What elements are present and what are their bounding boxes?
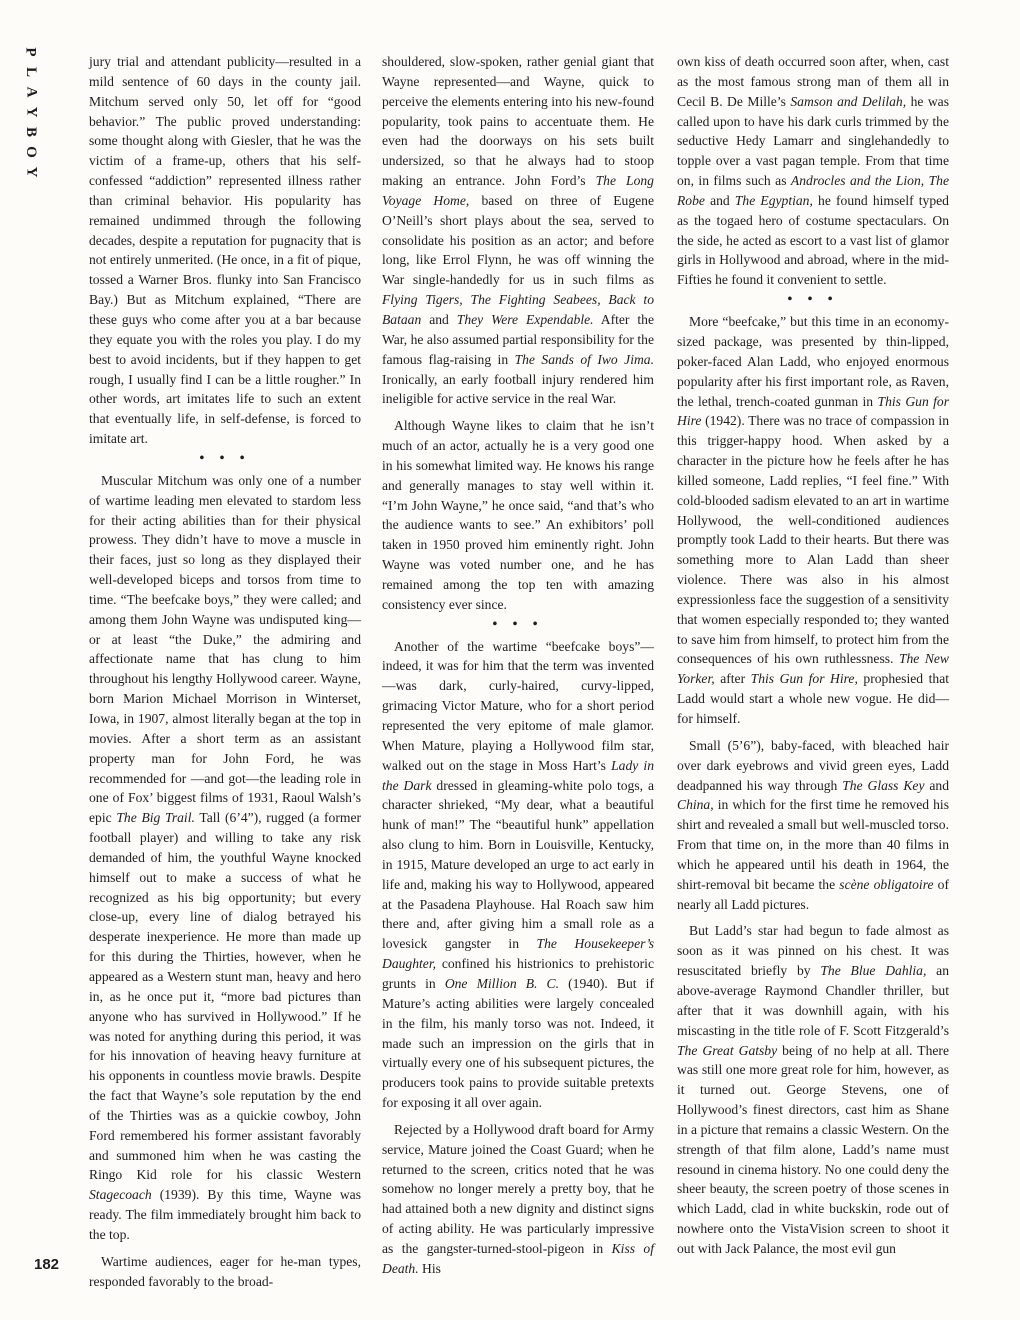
body-paragraph <box>382 52 654 409</box>
text-run: dressed in gleaming-white polo togs, a character shrieked, “My dear, what a beautiful hunk of man!” The “beautiful hunk” appellation also clung to him. Born in Louisville, Kentucky, in 1915, Mature developed an urge to act early in life and, making his way to Hollywood, appeared at the Pasadena Playhouse. Hal Roach saw him there and, after giving him a small role as a lovesick gangster in <box>382 777 654 952</box>
italic-title: Flying Tigers, The Fighting Seabees, Back to Bataan <box>382 292 654 327</box>
italic-title: China, <box>677 797 714 813</box>
masthead-letter: Y <box>23 106 39 118</box>
body-paragraph <box>677 921 949 1258</box>
italic-title: The Sands of Iwo Jima. <box>514 351 654 367</box>
italic-title: This Gun for Hire, <box>750 671 858 687</box>
italic-title: Stagecoach <box>89 1187 152 1203</box>
masthead-letter: B <box>22 126 39 138</box>
text-run: in which for the first time he removed his shirt and revealed a small but well-muscled torso. From that time on, in the more than 40 films in which he appeared until his death in 1964, the shirt-removal bit became the <box>677 797 949 892</box>
text-run: an above-average Raymond Chandler thriller, but after that it was downhill again, with his miscasting in the title role of F. Scott Fitzgerald’s <box>677 963 949 1038</box>
text-run: Wartime audiences, eager for he-man types, responded favorably to the broad- <box>89 1253 361 1289</box>
italic-title: The Long Voyage Home, <box>382 173 654 208</box>
text-run: and <box>924 777 950 793</box>
italic-title: The Glass Key <box>842 777 925 793</box>
text-run: But Ladd’s star had begun to fade almost as soon as it was pinned on his chest. It was resuscitated briefly by <box>677 923 949 979</box>
text-run: shouldered, slow-spoken, rather genial giant that Wayne represented—and Wayne, quick to perceive the elements entering into his new-found popularity, took pains to accentuate them. He even had the doorways on his sets built undersized, so that he always had to stoop making an entrance. John Ford’s <box>382 54 654 189</box>
text-run: More “beefcake,” but this time in an economy-sized package, was presented by thin-lipped, poker-faced Alan Ladd, who enjoyed enormous popularity after his first important role, as Raven, the lethal, trench-coated gunman in <box>677 314 949 409</box>
text-run: he found himself typed as the togaed hero of costume spectaculars. On the side, he acted as escort to a vast list of glamor girls in Hollywood and abroad, where in the mid-Fifties he found it convenient to settle. <box>677 192 949 288</box>
italic-title: Androcles and the Lion, The Robe <box>677 173 949 208</box>
text-run: of nearly all Ladd pictures. <box>677 876 949 912</box>
text-run: Rejected by a Hollywood draft board for Army service, Mature joined the Coast Guard; when he returned to the screen, critics noted that he was somehow no longer merely a pretty boy, that he had attained both a new dignity and distinct signs of acting ability. He was particularly impressive as the gangster-turned-stool-pigeon in <box>382 1121 654 1256</box>
body-paragraph <box>89 52 361 449</box>
text-run: (1939). By this time, Wayne was ready. The film immediately brought him back to the top. <box>89 1187 361 1242</box>
text-run: and <box>704 192 735 208</box>
italic-title: Lady in the Dark <box>382 757 654 793</box>
italic-title: They Were Expendable. <box>456 311 594 327</box>
text-run: (1940). But if Mature’s acting abilities were largely concealed in the film, his manly torso was not. Indeed, it made such an impression on the girls that in virtually every one of his subsequent pictures, the producers took pains to provide suitable pretexts for exposing it all over again. <box>382 975 654 1111</box>
body-paragraph <box>382 637 654 1113</box>
text-run: after <box>714 671 751 687</box>
italic-title: scène obligatoire <box>839 876 934 892</box>
text-run: Another of the wartime “beefcake boys”—indeed, it was for him that the term was invented—was dark, curly-haired, curvy-lipped, grimacing Victor Mature, who for a short period represented the very epitome of male glamor. When Mature, playing a Hollywood film star, walked out on the stage in Moss Hart’s <box>382 638 654 773</box>
masthead-letter: Y <box>23 166 39 178</box>
masthead-letter: O <box>22 146 39 158</box>
magazine-masthead <box>18 42 44 182</box>
section-break: • • • <box>199 449 251 465</box>
body-paragraph <box>89 471 361 1245</box>
text-column-2 <box>382 52 654 1279</box>
text-run: Although Wayne likes to claim that he isn’t much of an actor, actually he is a very good one in his somewhat limited way. He knows his range and generally manages to stay well within it. “I’m John Wayne,” he once said, “and that’s who the audience wants to see.” An exhibitors’ poll taken in 1950 proved him eminently right. John Wayne was voted number one, and he has remained among the top ten with amazing consistency ever since. <box>382 418 654 612</box>
text-run: jury trial and attendant publicity—resulted in a mild sentence of 60 days in the county jail. Mitchum served only 50, let off for “good behavior.” The public proved understanding: some thought along with Giesler, that he was the victim of a frame-up, others that his self-confessed “addiction” represented illness rather than criminal behavior. His popularity has remained undimmed through the following decades, despite a reputation for pugnacity that is not entirely unmerited. (He once, in a fit of pique, tossed a Warner Bros. flunky into San Francisco Bay.) But as Mitchum explained, “There are these guys who come after you at a bar because they equate you with the roles you play. I do my best to avoid incidents, but if they happen to get rough, I usually find I can be a little rougher.” In other words, art imitates life to such an extent that eventually life, in self-defense, is forced to imitate art. <box>89 54 361 447</box>
italic-title: The Housekeeper’s Daughter, <box>382 936 654 972</box>
text-run: and <box>421 311 457 327</box>
italic-title: The Egyptian, <box>734 192 813 208</box>
text-run: Small (5’6”), baby-faced, with bleached hair over dark eyebrows and vivid green eyes, Ladd deadpanned his way through <box>677 737 949 793</box>
text-run: confined his histrionics to prehistoric grunts in <box>382 956 654 991</box>
text-run: Muscular Mitchum was only one of a number of wartime leading men elevated to stardom less for their acting abilities than for their physical prowess. They didn’t have to move a muscle in their faces, just so long as they displayed their well-developed biceps and torsos from time to time. “The beefcake boys,” they were called; and among them John Wayne was undisputed king—or at least “the Duke,” the admiring and affectionate name that has clung to him throughout his lengthy Hollywood career. Wayne, born Marion Michael Morrison in Winterset, Iowa, in 1907, almost literally began at the top in movies. After a short term as an assistant property man for John Ford, he was recommended for —and got—the leading role in one of Fox’ biggest films of 1931, Raoul Walsh’s epic <box>89 472 361 826</box>
page-number: 182 <box>34 1256 60 1273</box>
masthead-letter: A <box>23 86 39 98</box>
italic-title: Samson and Delilah, <box>790 93 907 109</box>
masthead-letter: L <box>22 66 39 78</box>
body-paragraph <box>89 1252 361 1292</box>
section-break: • • • <box>787 291 839 307</box>
italic-title: The Blue Dahlia, <box>820 963 927 979</box>
text-run: (1942). There was no trace of compassion in this trigger-happy hood. When asked by a character in the picture how he feels after he has killed someone, Ladd replies, “I feel fine.” With cold-blooded sadism elevated to an art in wartime Hollywood, the well-conditioned audiences promptly took Ladd to their hearts. But there was something more to Alan Ladd than sheer violence. There was also in his almost expressionless face the suggestion of a sensitivity that women especially responded to; they wanted to save him from himself, to protect him from the consequences of his own ruthlessness. <box>677 413 949 667</box>
text-run: own kiss of death occurred soon after, when, cast as the most famous strong man of them all in Cecil B. De Mille’s <box>677 54 949 109</box>
text-run: Tall (6’4”), rugged (a former football player) and willing to take any risk demanded of him, the youthful Wayne knocked himself out to make a success of what he recognized as his big opportunity; but every close-up, every line of dialog betrayed his desperate inexperience. He more than made up for this during the Thirties, however, when he appeared as a Western stunt man, heavy and hero in, as he once put it, “more bad pictures than anyone who has survived in Hollywood.” If he was noted for anything during this period, it was for his innovation of heaving heavy furniture at his opponents in countless movie brawls. Despite the fact that Wayne’s sole reputation by the end of the Thirties was as a quickie cowboy, John Ford remembered his former assistant favorably and summoned him when he was casting the Ringo Kid role for his classic Western <box>89 810 362 1183</box>
italic-title: One Million B. C. <box>444 975 560 991</box>
italic-title: The Great Gatsby <box>677 1042 778 1058</box>
body-paragraph <box>382 1120 654 1279</box>
text-run: being of no help at all. There was still one more great role for him, however, as it turned out. George Stevens, one of Hollywood’s finest directors, cast him as Shane in a picture that remains a classic Western. On the strength of that film alone, Ladd’s name must resound in cinema history. No one could deny the sheer beauty, the screen poetry of those scenes in which Ladd, clad in white buckskin, rode out of nowhere onto the VistaVision screen to shoot it out with Jack Palance, the most evil gun <box>677 1042 949 1256</box>
text-run: prophesied that Ladd would start a whole new vogue. He did—for himself. <box>677 671 949 726</box>
body-paragraph <box>677 312 949 729</box>
italic-title: This Gun for Hire <box>677 393 950 429</box>
text-run: Ironically, an early football injury rendered him ineligible for active service in the real War. <box>382 371 654 407</box>
text-column-1 <box>89 52 361 1291</box>
italic-title: The New Yorker, <box>677 651 949 687</box>
body-paragraph <box>677 736 949 915</box>
section-break: • • • <box>492 615 544 631</box>
body-paragraph <box>382 416 654 614</box>
italic-title: The Big Trail. <box>116 810 195 826</box>
text-run: he was called upon to have his dark curls trimmed by the seductive Hedy Lamarr and singlehandedly to topple over a vast pagan temple. From that time on, in films such as <box>677 93 949 189</box>
body-paragraph <box>677 52 949 290</box>
masthead-letter: P <box>22 47 39 57</box>
text-run: His <box>418 1260 441 1276</box>
italic-title: Kiss of Death. <box>382 1240 654 1276</box>
text-run: After the War, he also assumed partial responsibility for the famous flag-raising in <box>382 311 654 367</box>
text-column-3 <box>677 52 949 1259</box>
text-run: based on three of Eugene O’Neill’s short plays about the sea, served to consolidate his position as an actor; and before long, like Errol Flynn, he was off winning the War single-handedly for us in such films as <box>382 192 654 288</box>
